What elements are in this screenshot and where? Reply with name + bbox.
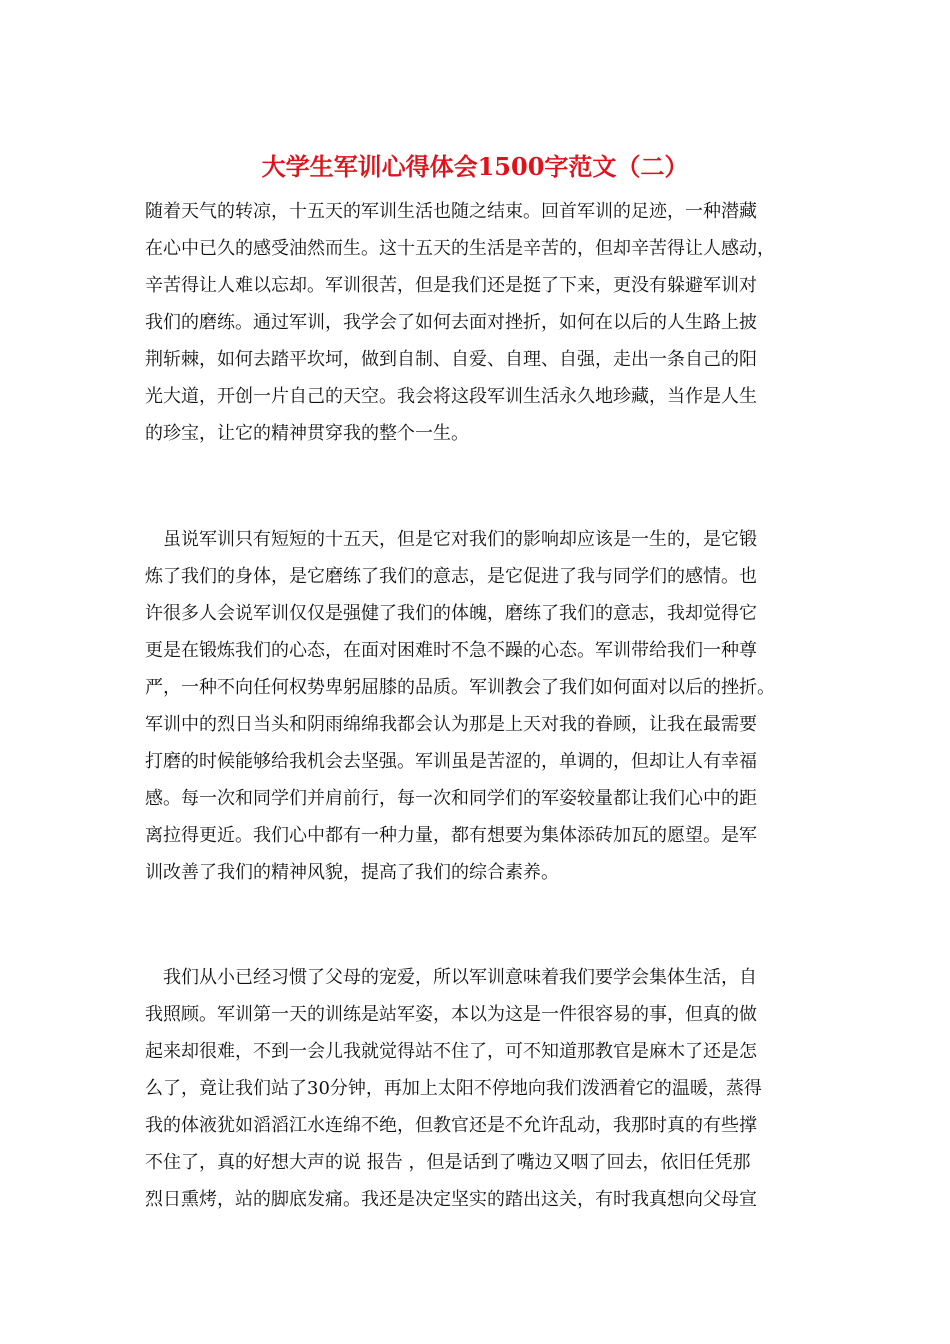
paragraph-2-line-5: 严，一种不向任何权势卑躬屈膝的品质。军训教会了我们如何面对以后的挫折。 (145, 677, 775, 698)
paragraph-2-line-10: 训改善了我们的精神风貌，提高了我们的综合素养。 (145, 862, 559, 883)
paragraph-1-line-4: 我们的磨练。通过军训，我学会了如何去面对挫折，如何在以后的人生路上披 (145, 312, 757, 333)
paragraph-2-line-8: 感。每一次和同学们并肩前行，每一次和同学们的军姿较量都让我们心中的距 (145, 788, 757, 809)
paragraph-2-line-7: 打磨的时候能够给我机会去坚强。军训虽是苦涩的，单调的，但却让人有幸福 (145, 751, 757, 772)
paragraph-2-line-2: 炼了我们的身体，是它磨练了我们的意志，是它促进了我与同学们的感情。也 (145, 566, 757, 587)
paragraph-3-line-2: 我照顾。军训第一天的训练是站军姿，本以为这是一件很容易的事，但真的做 (145, 1004, 757, 1025)
paragraph-1-line-5: 荆斩棘，如何去踏平坎坷，做到自制、自爱、自理、自强，走出一条自己的阳 (145, 349, 757, 370)
paragraph-2-line-6: 军训中的烈日当头和阴雨绵绵我都会认为那是上天对我的眷顾，让我在最需要 (145, 714, 757, 735)
paragraph-1-line-2: 在心中已久的感受油然而生。这十五天的生活是辛苦的，但却辛苦得让人感动， (145, 238, 775, 259)
paragraph-2-line-3: 许很多人会说军训仅仅是强健了我们的体魄，磨练了我们的意志，我却觉得它 (145, 603, 757, 624)
paragraph-3-line-6: 不住了，真的好想大声的说 报告 ，但是话到了嘴边又咽了回去，依旧任凭那 (145, 1152, 751, 1173)
paragraph-3-line-1: 我们从小已经习惯了父母的宠爱，所以军训意味着我们要学会集体生活，自 (145, 967, 757, 988)
paragraph-3-line-7: 烈日熏烤，站的脚底发痛。我还是决定坚实的踏出这关，有时我真想向父母宣 (145, 1189, 757, 1210)
paragraph-1-line-7: 的珍宝，让它的精神贯穿我的整个一生。 (145, 423, 469, 444)
paragraph-2-line-4: 更是在锻炼我们的心态，在面对困难时不急不躁的心态。军训带给我们一种尊 (145, 640, 757, 661)
paragraph-1-line-3: 辛苦得让人难以忘却。军训很苦，但是我们还是挺了下来，更没有躲避军训对 (145, 275, 757, 296)
paragraph-2-line-9: 离拉得更近。我们心中都有一种力量，都有想要为集体添砖加瓦的愿望。是军 (145, 825, 757, 846)
document-title: 大学生军训心得体会1500字范文（二） (261, 152, 689, 181)
paragraph-2-line-1: 虽说军训只有短短的十五天，但是它对我们的影响却应该是一生的，是它锻 (145, 529, 757, 550)
paragraph-1-line-1: 随着天气的转凉，十五天的军训生活也随之结束。回首军训的足迹，一种潜藏 (145, 201, 757, 222)
paragraph-3-line-3: 起来却很难，不到一会儿我就觉得站不住了，可不知道那教官是麻木了还是怎 (145, 1041, 757, 1062)
paragraph-3-line-5: 我的体液犹如滔滔江水连绵不绝，但教官还是不允许乱动，我那时真的有些撑 (145, 1115, 757, 1136)
paragraph-1-line-6: 光大道，开创一片自己的天空。我会将这段军训生活永久地珍藏，当作是人生 (145, 386, 757, 407)
paragraph-3-line-4: 么了，竟让我们站了30分钟，再加上太阳不停地向我们泼洒着它的温暖，蒸得 (145, 1078, 762, 1099)
